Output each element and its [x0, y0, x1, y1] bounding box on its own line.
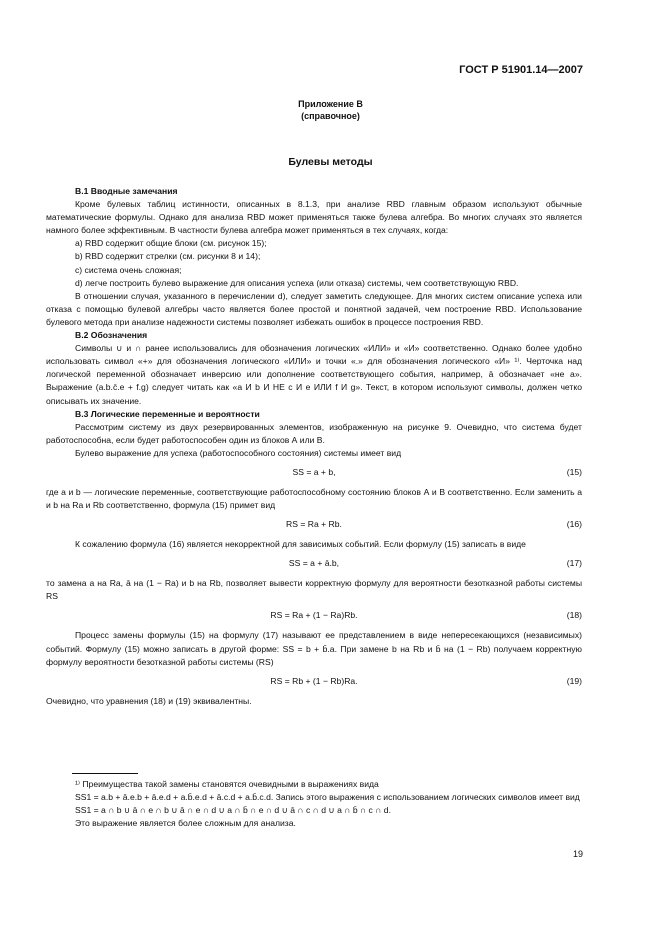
paragraph: Булево выражение для успеха (работоспособного состояния) системы имеет вид: [75, 447, 402, 458]
formula-number: (19): [566, 675, 582, 686]
standard-header: ГОСТ Р 51901.14—2007: [459, 64, 583, 76]
footnote-divider: [72, 773, 138, 774]
page-number: 19: [572, 849, 583, 859]
document-body: [46, 185, 582, 708]
formula-18: [46, 603, 582, 629]
paragraph: Очевидно, что уравнения (18) и (19) эквивалентны.: [46, 695, 252, 706]
footnote-line: ¹⁾ Преимущества такой замены становятся очевидными в выражениях вида: [75, 779, 379, 789]
section-heading-b3: В.3 Логические переменные и вероятности: [75, 408, 260, 419]
list-item: b) RBD содержит стрелки (см. рисунки 8 и 14);: [75, 251, 261, 262]
formula-expression: SS = a + b,: [292, 466, 336, 477]
annex-subtitle: (справочное): [301, 111, 360, 121]
formula-expression: RS = Ra + (1 − Ra)Rb.: [270, 610, 358, 621]
paragraph: Кроме булевых таблиц истинности, описанных в 8.1.3, при анализе RBD главным образом используют обычные математические формулы. Однако для анализа RBD может применяться также булева алгебра. Во многих случаях это является намного более эффективным. В частности булева алгебра может применяться в тех случаях, когда:: [46, 199, 582, 236]
paragraph: то замена a на Ra, ā на (1 − Ra) и b на Rb, позволяет вывести корректную формулу для вероятности безотказной работы системы RS: [46, 578, 582, 602]
paragraph: Рассмотрим систему из двух резервированных элементов, изображенную на рисунке 9. Очевидно, что система будет работоспособна, если будет работоспособен один из блоков А или В.: [46, 421, 582, 445]
footnote-line: SS1 = a.b + ā.e.b + ā.e.d + a.b̄.e.d + ā.c.d + a.b̄.c.d. Запись этого выражения с использованием логических символов имеет вид: [75, 792, 580, 803]
formula-expression: RS = Ra + Rb.: [286, 519, 342, 530]
formula-19: [46, 669, 582, 695]
formula-number: (16): [566, 519, 582, 530]
formula-expression: SS = a + ā.b,: [288, 558, 340, 569]
section-heading-b2: В.2 Обозначения: [75, 330, 148, 341]
paragraph: К сожалению формула (16) является некорректной для зависимых событий. Если формулу (15) записать в виде: [75, 539, 526, 550]
list-item: a) RBD содержит общие блоки (см. рисунок 15);: [75, 238, 267, 249]
list-item: d) легче построить булево выражение для описания успеха (или отказа) системы, чем соответствующую RBD.: [75, 277, 519, 288]
annex-heading: [0, 98, 661, 122]
footnote-line: SS1 = a ∩ b ∪ ā ∩ e ∩ b ∪ ā ∩ e ∩ d ∪ a ∩ b̄ ∩ e ∩ d ∪ ā ∩ c ∩ d ∪ a ∩ b̄ ∩ c ∩ d.: [75, 805, 391, 816]
formula-17: [46, 551, 582, 577]
annex-title: Приложение В: [298, 99, 363, 109]
formula-number: (15): [566, 466, 582, 477]
formula-15: [46, 460, 582, 486]
list-item: c) система очень сложная;: [75, 264, 182, 275]
footnote: [46, 778, 582, 830]
formula-number: (17): [566, 558, 582, 569]
paragraph: Процесс замены формулы (15) на формулу (17) называют ее представлением в виде непересекающихся (независимых) событий. Формулу (15) можно записать в другой форме: SS = b + b̄.a. При замене b на Rb и b̄ на (1 − Rb) получаем корректную формулу вероятности безотказной работы системы (RS): [46, 630, 582, 667]
formula-expression: RS = Rb + (1 − Rb)Ra.: [270, 675, 358, 686]
formula-16: [46, 512, 582, 538]
section-heading-b1: В.1 Вводные замечания: [75, 186, 178, 196]
formula-number: (18): [566, 610, 582, 621]
paragraph: Символы ∪ и ∩ ранее использовались для обозначения логических «ИЛИ» и «И» соответственно. Однако более удобно использовать символ «+» для обозначения логического «ИЛИ» и точки «.» для обозначения логического «И» ¹⁾. Черточка над логической переменной обозначает инверсию или дополнение соответствующего события, например, ā обозначает «не a». Выражение (a.b.c̄.e + f.g) следует читать как «a И b И НЕ c И e ИЛИ f И g». Текст, в котором используют символы, должен четко описывать их значение.: [46, 343, 582, 406]
paragraph: В отношении случая, указанного в перечислении d), следует заметить следующее. Для многих систем описание успеха или отказа с помощью булевой алгебры часто является более простой и понятной задачей, чем построение RBD. Использование булевого метода при анализе надежности системы позволяет избежать ошибок в процессе построения RBD.: [46, 290, 582, 327]
paragraph: где a и b — логические переменные, соответствующие работоспособному состоянию блоков А и В соответственно. Если заменить a и b на Ra и Rb соответственно, формула (15) примет вид: [46, 486, 582, 511]
footnote-line: Это выражение является более сложным для анализа.: [75, 818, 296, 829]
page-title: Булевы методы: [288, 156, 373, 168]
